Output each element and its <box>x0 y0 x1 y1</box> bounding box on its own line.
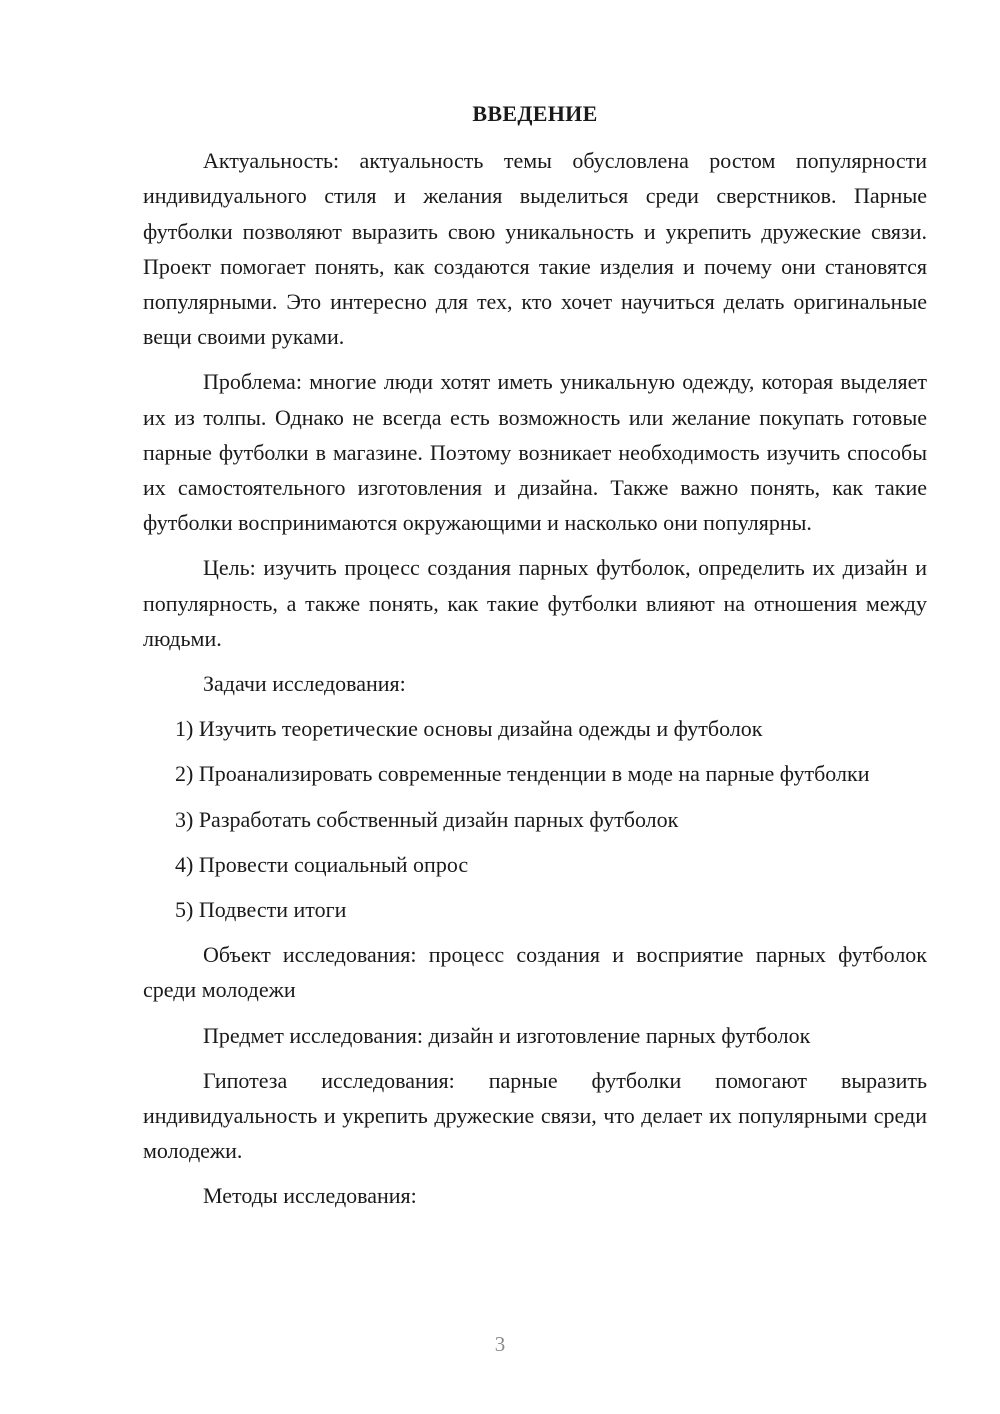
goal-paragraph: Цель: изучить процесс создания парных футболок, определить их дизайн и популярность, а также понять, как такие футболки влияют на отношения между людьми. <box>143 555 927 651</box>
hypothesis-paragraph: Гипотеза исследования: парные футболки помогают выразить индивидуальность и укрепить дружеские связи, что делает их популярными среди молодежи. <box>143 1067 927 1164</box>
methods-heading: Методы исследования: <box>203 1183 417 1209</box>
tasks-heading: Задачи исследования: <box>203 671 406 697</box>
section-title: ВВЕДЕНИЕ <box>472 101 598 126</box>
relevance-paragraph: Актуальность: актуальность темы обусловлена ростом популярности индивидуального стиля и желания выделиться среди сверстников. Парные футболки позволяют выразить свою уникальность и укрепить дружеские связи. Проект помогает понять, как создаются такие изделия и почему они становятся популярными. Это интересно для тех, кто хочет научиться делать оригинальные вещи своими руками. <box>143 148 927 350</box>
task-item: 2) Проанализировать современные тенденции в моде на парные футболки <box>175 761 870 787</box>
task-item: 3) Разработать собственный дизайн парных футболок <box>175 806 679 832</box>
page-number: 3 <box>494 1332 506 1356</box>
task-item: 4) Провести социальный опрос <box>175 851 469 877</box>
object-paragraph: Объект исследования: процесс создания и восприятие парных футболок среди молодежи <box>143 942 927 1003</box>
problem-paragraph: Проблема: многие люди хотят иметь уникальную одежду, которая выделяет их из толпы. Однако не всегда есть возможность или желание покупать готовые парные футболки в магазине. Поэтому возникает необходимость изучить способы их самостоятельного изготовления и дизайна. Также важно понять, как такие футболки воспринимаются окружающими и насколько они популярны. <box>143 369 927 536</box>
task-item: 1) Изучить теоретические основы дизайна одежды и футболок <box>175 716 763 742</box>
document-page <box>143 96 927 1224</box>
task-item: 5) Подвести итоги <box>175 897 347 923</box>
subject-paragraph: Предмет исследования: дизайн и изготовление парных футболок <box>203 1022 811 1048</box>
